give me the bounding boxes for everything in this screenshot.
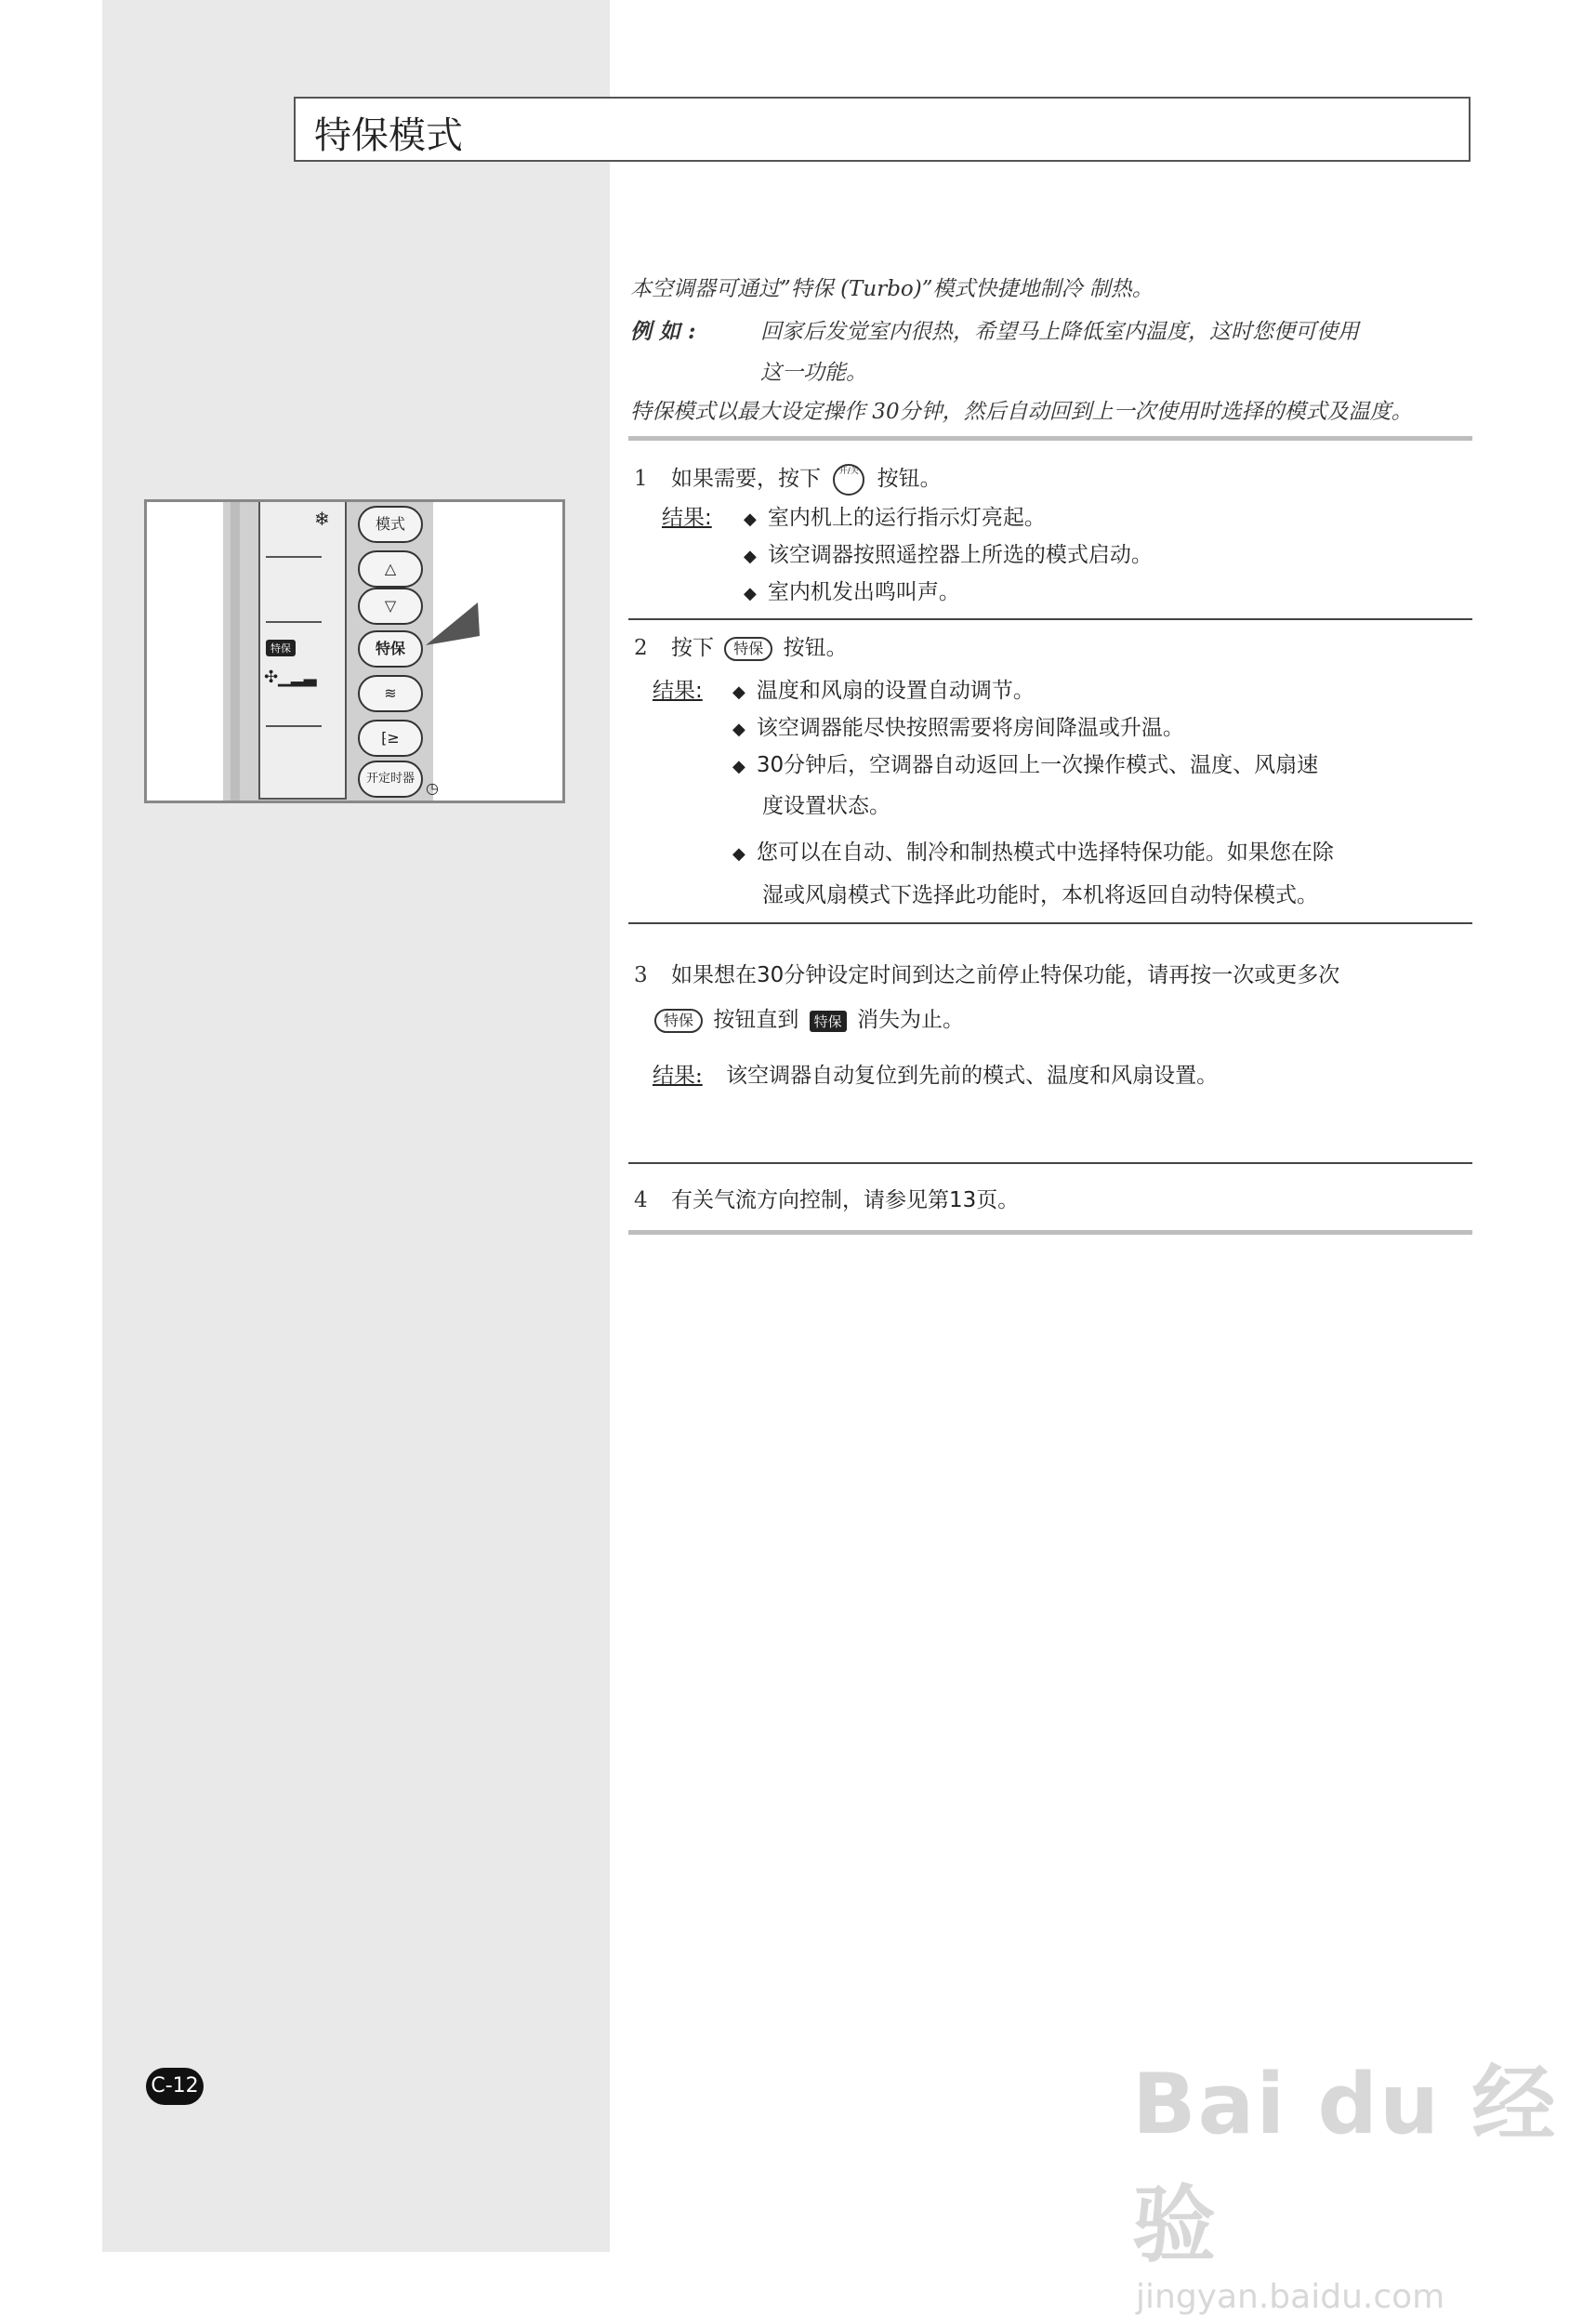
remote-illustration — [144, 499, 565, 803]
remote-swing-button[interactable]: ⁅≥ — [358, 720, 423, 757]
list-item: ◆ 温度和风扇的设置自动调节。 — [732, 679, 1035, 703]
result-label: 结果: — [653, 1064, 703, 1088]
remote-temp-down-button[interactable]: ▽ — [358, 588, 423, 625]
list-item: ◆ 30分钟后，空调器自动返回上一次操作模式、温度、风扇速 — [732, 753, 1319, 777]
list-item: ◆ 您可以在自动、制冷和制热模式中选择特保功能。如果您在除 — [732, 840, 1334, 865]
lcd-divider — [266, 621, 322, 623]
title-box — [294, 97, 1471, 162]
divider-end — [628, 1230, 1472, 1235]
step-4 — [634, 1183, 1019, 1213]
lcd-divider — [266, 556, 322, 558]
step-number: 4 — [634, 1188, 648, 1212]
step-text: 如果想在30分钟设定时间到达之前停止特保功能，请再按一次或更多次 — [670, 963, 1340, 987]
step-text: 有关气流方向控制，请参见第13页。 — [670, 1188, 1020, 1212]
step-text: 如果需要，按下 — [670, 467, 821, 491]
step-text: 按钮。 — [877, 467, 942, 491]
step-3-line-2 — [651, 1002, 964, 1033]
turbo-button-icon: 特保 — [654, 1009, 703, 1033]
list-item: ◆ 室内机发出鸣叫声。 — [744, 580, 960, 604]
timer-clock-icon: ◷ — [426, 779, 439, 797]
example-text-1: 回家后发觉室内很热，希望马上降低室内温度，这时您便可使用 — [760, 320, 1359, 344]
step-text: 按下 — [670, 636, 714, 660]
step-1-result — [662, 500, 712, 531]
lcd-divider — [266, 725, 322, 727]
remote-mode-button[interactable]: 模式 — [358, 506, 423, 543]
remote-turbo-button[interactable]: 特保 — [358, 630, 423, 668]
watermark — [1132, 2036, 1596, 2316]
step-text: 消失为止。 — [856, 1008, 964, 1032]
list-item-continued: 度设置状态。 — [762, 794, 890, 818]
result-text: 该空调器自动复位到先前的模式、温度和风扇设置。 — [726, 1064, 1219, 1088]
page-title: 特保模式 — [314, 114, 463, 157]
step-text: 按钮直到 — [713, 1008, 799, 1032]
result-label: 结果: — [662, 506, 712, 530]
pointer-arrow-icon — [422, 599, 487, 673]
example-label: 例 如 : — [630, 319, 696, 344]
turbo-badge-icon: 特保 — [810, 1011, 847, 1032]
page-number: C-12 — [146, 2068, 204, 2105]
list-item: ◆ 该空调器按照遥控器上所选的模式启动。 — [744, 543, 1153, 567]
divider-step-3 — [628, 1162, 1472, 1164]
step-3-result — [653, 1058, 1218, 1089]
divider-step-2 — [628, 922, 1472, 924]
watermark-url: jingyan.baidu.com — [1136, 2278, 1445, 2316]
snowflake-icon: ❄ — [314, 508, 330, 530]
example-text-2: 这一功能。 — [760, 361, 867, 385]
remote-temp-up-button[interactable]: △ — [358, 550, 423, 588]
lcd-turbo-badge: 特保 — [266, 640, 296, 656]
watermark-logo: Bai du 经验 — [1132, 2056, 1558, 2274]
remote-edge — [231, 502, 240, 803]
result-label: 结果: — [653, 679, 703, 703]
step-2-result — [653, 673, 703, 704]
step-3 — [634, 958, 1339, 988]
step-text: 按钮。 — [783, 636, 848, 660]
divider-step-1 — [628, 618, 1472, 620]
fan-speed-icon: ✣▁▂▃ — [264, 668, 317, 687]
step-1 — [634, 461, 942, 496]
step-number: 3 — [634, 963, 648, 987]
left-margin-band — [102, 0, 610, 2252]
intro-line-3: 特保模式以最大设定操作 30分钟，然后自动回到上一次使用时选择的模式及温度。 — [630, 400, 1413, 424]
divider-intro — [628, 436, 1472, 441]
intro-line-1: 本空调器可通过”特保 (Turbo)”模式快捷地制冷 制热。 — [630, 277, 1154, 301]
step-number: 2 — [634, 636, 648, 660]
power-button-icon: 开/关 — [833, 464, 864, 496]
list-item: ◆ 该空调器能尽快按照需要将房间降温或升温。 — [732, 716, 1184, 740]
list-item: ◆ 室内机上的运行指示灯亮起。 — [744, 506, 1046, 530]
remote-timer-button[interactable]: 开定时器 — [358, 761, 423, 798]
remote-lcd — [258, 502, 347, 800]
remote-fan-button[interactable]: ≋ — [358, 675, 423, 712]
step-number: 1 — [634, 467, 648, 491]
turbo-button-icon: 特保 — [724, 637, 772, 661]
list-item-continued: 湿或风扇模式下选择此功能时，本机将返回自动特保模式。 — [762, 883, 1318, 907]
step-2 — [634, 630, 848, 661]
intro-example — [630, 314, 1359, 345]
